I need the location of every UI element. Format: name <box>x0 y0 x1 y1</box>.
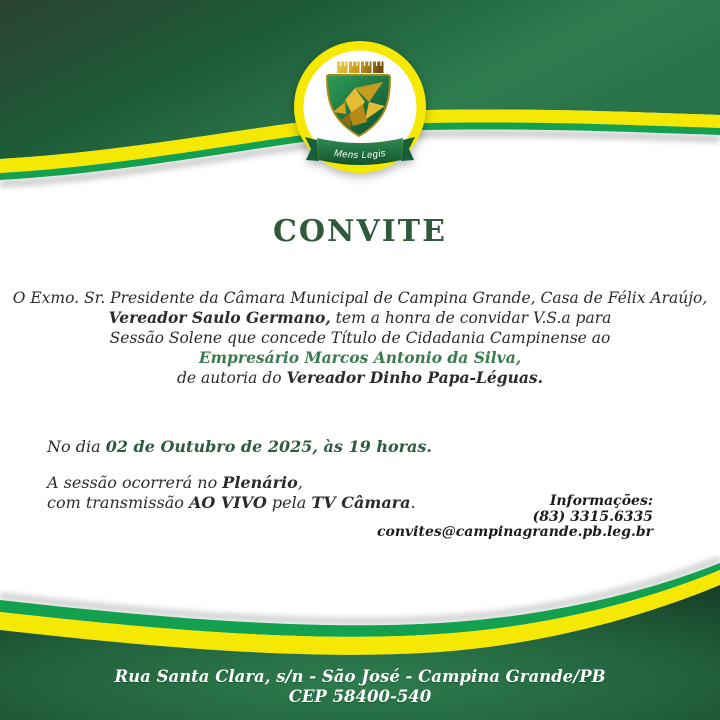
municipal-crest-badge <box>293 40 427 174</box>
session-broadcast-line: com transmissão AO VIVO pela TV Câmara. <box>47 493 416 512</box>
event-date-value: 02 de Outubro de 2025, às 19 horas. <box>105 437 432 456</box>
invitation-line-4 <box>0 348 720 368</box>
broadcast-channel: TV Câmara <box>311 493 411 512</box>
contact-email: convites@campinagrande.pb.leg.br <box>376 524 653 540</box>
author-name: Vereador Dinho Papa-Léguas. <box>286 368 544 387</box>
invitation-line-5: de autoria do Vereador Dinho Papa-Léguas. <box>176 368 544 387</box>
contact-label: Informações: <box>549 493 653 509</box>
host-name: Vereador Saulo Germano, <box>108 308 331 327</box>
invitation-paragraph <box>0 288 720 388</box>
session-location-line: A sessão ocorrerá no Plenário, <box>47 473 303 492</box>
page-title: CONVITE <box>273 214 447 249</box>
honoree-name: Empresário Marcos Antonio da Silva, <box>198 348 522 367</box>
invitation-line-2: Vereador Saulo Germano, tem a honra de convidar V.S.a para <box>108 308 612 327</box>
broadcast-live: AO VIVO <box>188 493 267 512</box>
footer-cep: CEP 58400-540 <box>288 687 432 706</box>
footer-address: Rua Santa Clara, s/n - São José - Campina Grande/PB <box>114 667 606 686</box>
footer-address-block <box>0 667 720 707</box>
invitation-line-1: O Exmo. Sr. Presidente da Câmara Municipal de Campina Grande, Casa de Félix Araújo, <box>12 289 708 307</box>
event-date: No dia 02 de Outubro de 2025, às 19 horas. <box>47 437 432 456</box>
contact-block <box>377 494 653 541</box>
contact-phone: (83) 3315.6335 <box>532 508 653 525</box>
logo-motto: Mens Legis <box>333 147 387 162</box>
session-info <box>47 473 416 513</box>
invitation-line-3: Sessão Solene que concede Título de Cidadania Campinense ao <box>109 329 611 347</box>
session-location: Plenário <box>222 473 298 492</box>
